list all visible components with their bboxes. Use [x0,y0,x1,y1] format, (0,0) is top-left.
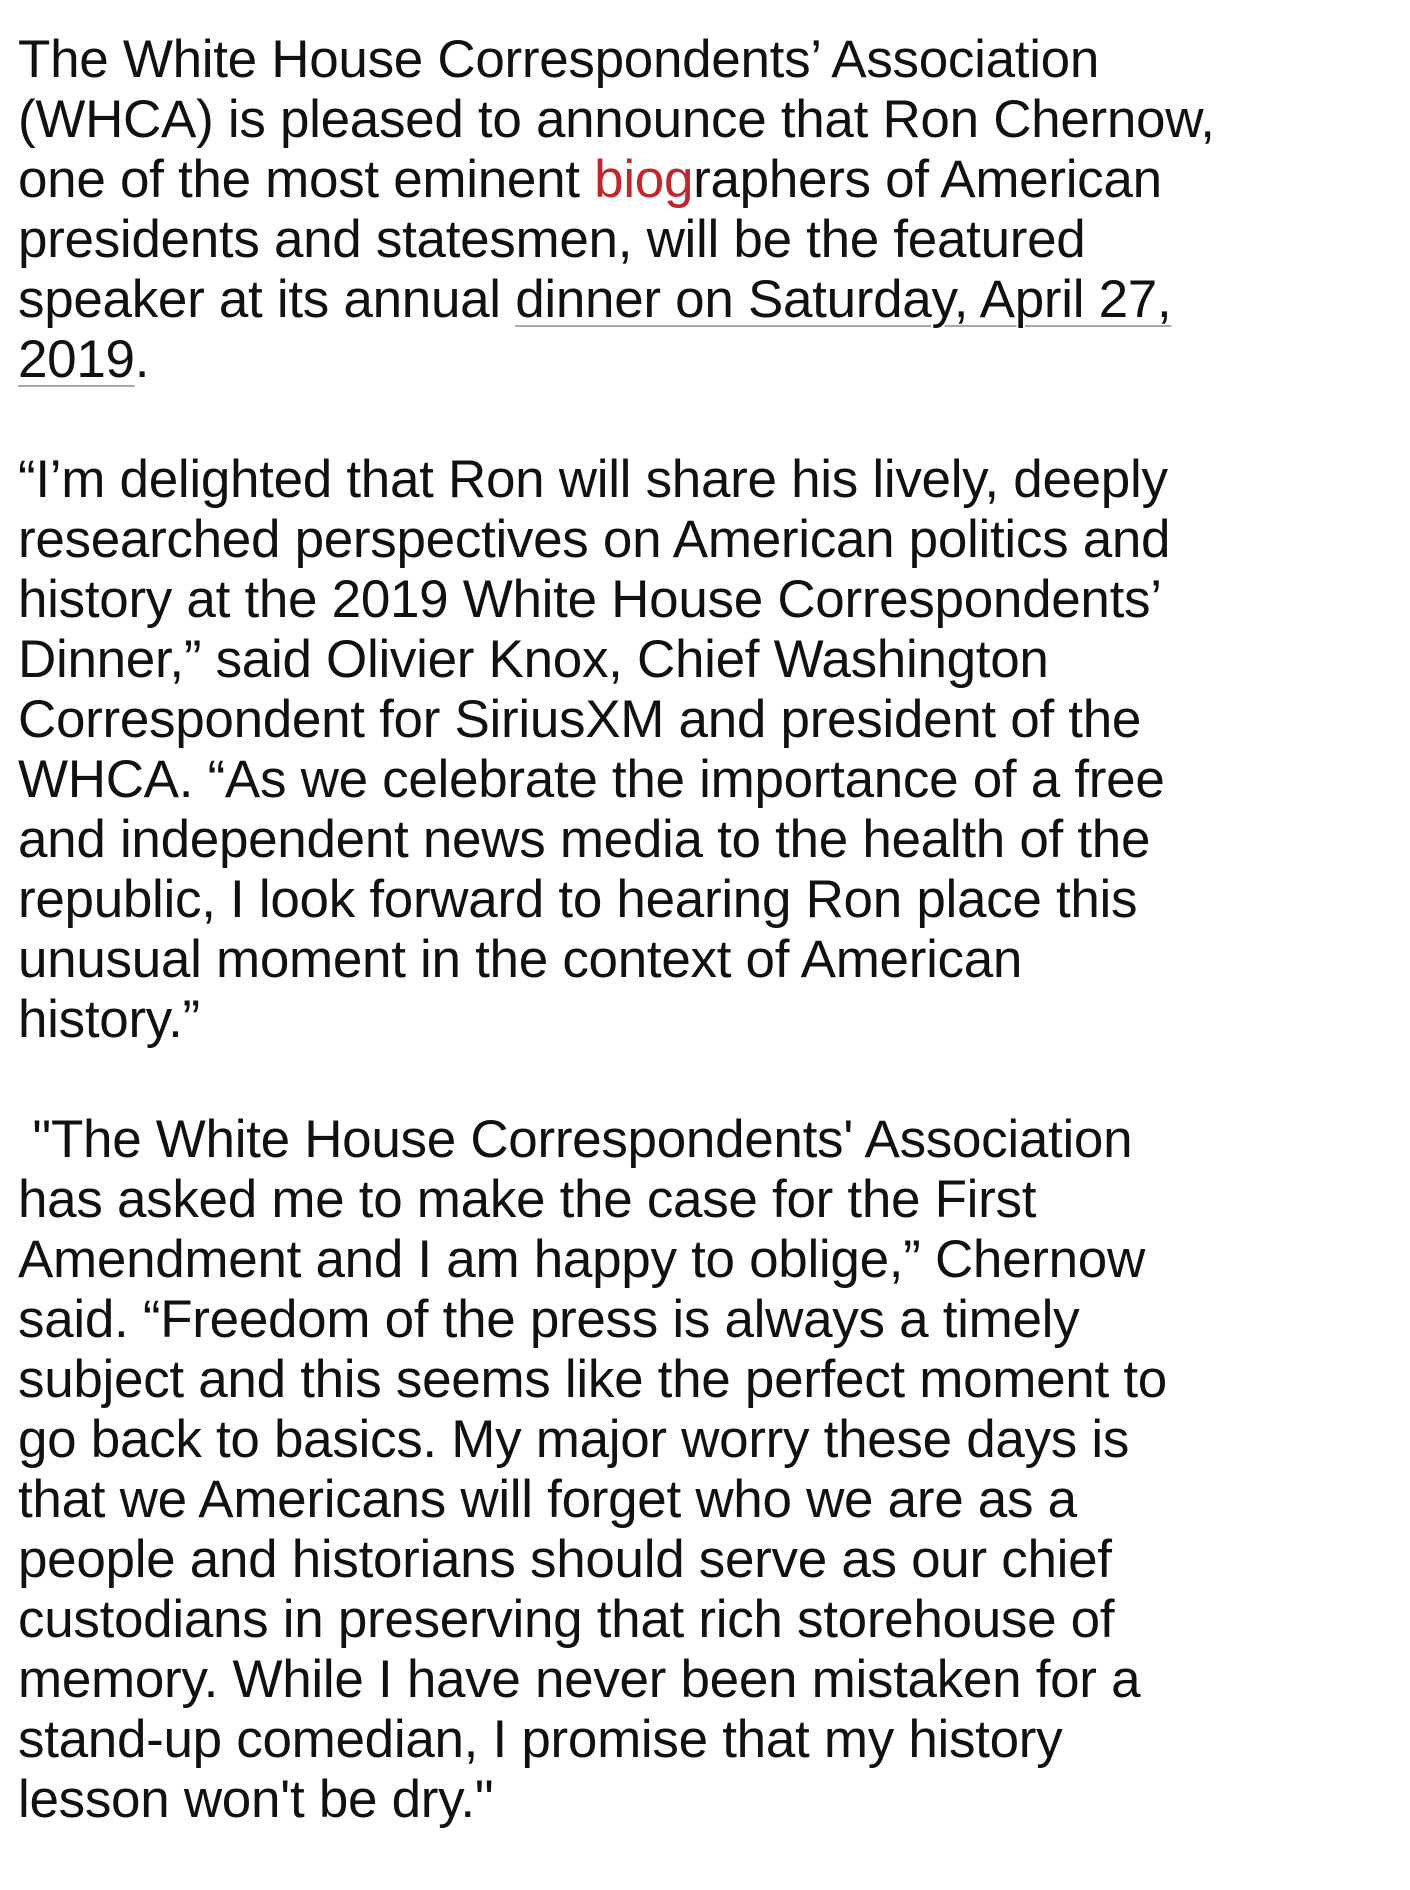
text-line [18,450,1398,510]
text-line [18,1710,1398,1770]
text-line [18,570,1398,630]
text-segment: speaker at its annual [18,270,516,329]
text-line [18,1530,1398,1590]
article-body [18,30,1398,1890]
text-line [18,810,1398,870]
text-line [18,750,1398,810]
underlined-date-link[interactable]: 2019 [18,330,135,389]
text-segment: one of the most eminent [18,150,595,209]
text-segment: researched perspectives on American politics and [18,510,1171,569]
text-line [18,90,1398,150]
paragraph-2 [18,450,1398,1050]
text-segment: history.” [18,990,200,1049]
text-segment: subject and this seems like the perfect moment to [18,1350,1167,1409]
text-line [18,930,1398,990]
text-segment: people and historians should serve as our chief [18,1530,1112,1589]
text-line [18,330,1398,390]
text-line [18,1290,1398,1350]
text-segment: has asked me to make the case for the First [18,1170,1037,1229]
text-segment: memory. While I have never been mistaken for a [18,1650,1141,1709]
highlighted-text: biog [594,150,694,209]
text-line [18,1110,1398,1170]
text-segment: said. “Freedom of the press is always a timely [18,1290,1080,1349]
text-line [18,1770,1398,1830]
text-line [18,510,1398,570]
text-segment: “I’m delighted that Ron will share his lively, deeply [18,450,1168,509]
underlined-date-link[interactable]: dinner on Saturday, April 27, [515,270,1172,329]
text-line [18,630,1398,690]
text-line [18,1650,1398,1710]
text-segment: that we Americans will forget who we are as a [18,1470,1077,1529]
text-line [18,1350,1398,1410]
text-segment: lesson won't be dry." [18,1770,494,1829]
paragraph-1 [18,30,1398,390]
text-segment: WHCA. “As we celebrate the importance of a free [18,750,1165,809]
text-line [18,1170,1398,1230]
text-line [18,990,1398,1050]
text-segment: (WHCA) is pleased to announce that Ron Chernow, [18,90,1215,149]
text-line [18,690,1398,750]
text-segment: go back to basics. My major worry these days is [18,1410,1130,1469]
text-segment: Correspondent for SiriusXM and president of the [18,690,1142,749]
text-segment: . [134,330,150,389]
text-line [18,1410,1398,1470]
text-line [18,210,1398,270]
paragraph-3 [18,1110,1398,1830]
text-segment: Dinner,” said Olivier Knox, Chief Washington [18,630,1049,689]
text-segment: unusual moment in the context of American [18,930,1023,989]
text-segment: The White House Correspondents’ Association [18,30,1100,89]
text-line [18,150,1398,210]
text-segment: custodians in preserving that rich storehouse of [18,1590,1115,1649]
text-segment: stand-up comedian, I promise that my history [18,1710,1063,1769]
text-segment: presidents and statesmen, will be the featured [18,210,1086,269]
text-line [18,30,1398,90]
text-segment: "The White House Correspondents' Association [18,1110,1133,1169]
text-segment: republic, I look forward to hearing Ron place this [18,870,1138,929]
text-line [18,870,1398,930]
text-line [18,1230,1398,1290]
text-segment: history at the 2019 White House Correspondents’ [18,570,1162,629]
text-line [18,270,1398,330]
text-segment: and independent news media to the health of the [18,810,1151,869]
text-segment: raphers of American [693,150,1162,209]
text-line [18,1470,1398,1530]
text-line [18,1590,1398,1650]
text-segment: Amendment and I am happy to oblige,” Chernow [18,1230,1145,1289]
